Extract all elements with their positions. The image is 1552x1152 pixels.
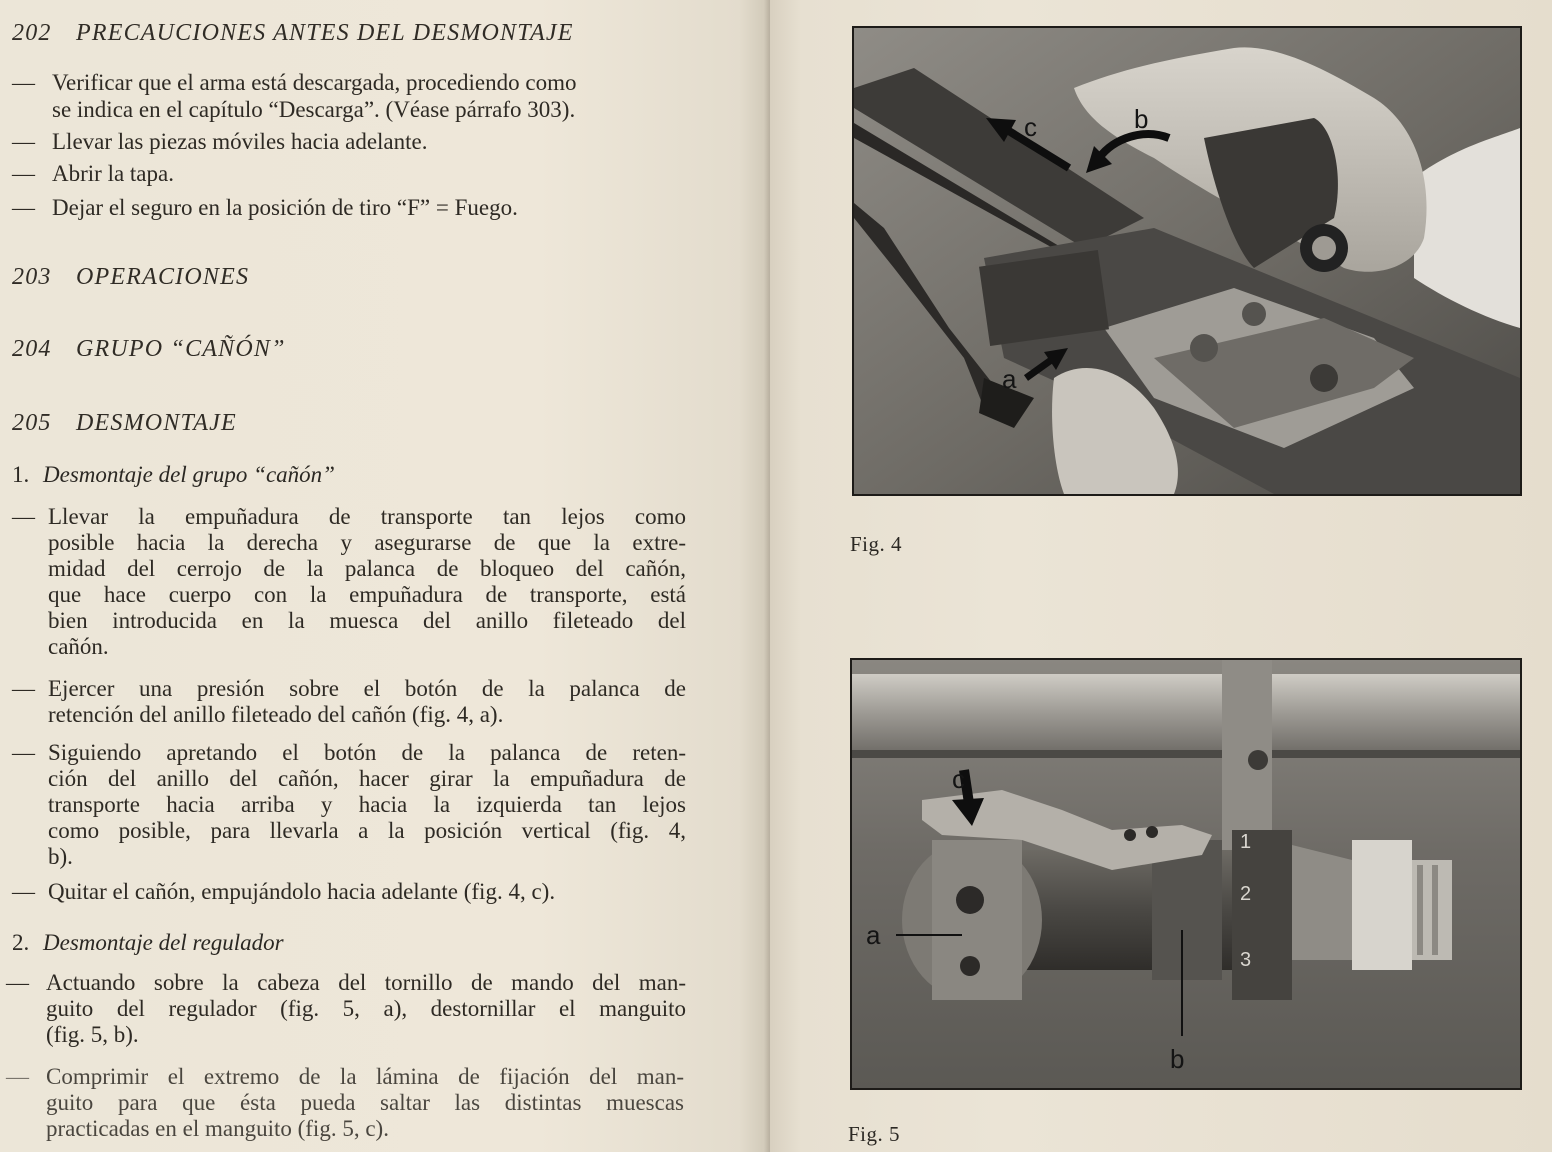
dash: — <box>12 161 35 186</box>
figure-4-caption: Fig. 4 <box>850 532 903 556</box>
section-title: DESMONTAJE <box>76 410 237 436</box>
dash: — <box>12 70 35 95</box>
list-item-line: Verificar que el arma está descargada, procediendo como <box>52 70 577 95</box>
list-item-line: transporte hacia arriba y hacia la izquierda tan lejos <box>48 792 686 817</box>
subsection-title: Desmontaje del regulador <box>43 930 284 955</box>
list-item-line: Dejar el seguro en la posición de tiro “F” = Fuego. <box>52 195 518 220</box>
right-page <box>770 0 1552 1152</box>
section-number: 202 <box>12 20 52 46</box>
section-title: OPERACIONES <box>76 264 250 290</box>
dash: — <box>12 129 35 154</box>
left-page <box>0 0 770 1152</box>
list-item-line: Actuando sobre la cabeza del tornillo de mando del man- <box>46 970 686 995</box>
list-item-line: Ejercer una presión sobre el botón de la palanca de <box>48 676 686 701</box>
section-number: 204 <box>12 336 52 362</box>
section-title: PRECAUCIONES ANTES DEL DESMONTAJE <box>76 20 574 46</box>
fig4-label-b: b <box>1134 104 1149 134</box>
subsection-number: 1. <box>12 462 30 487</box>
section-heading-202 <box>12 20 574 47</box>
dash: — <box>6 1064 29 1089</box>
list-item-line: Comprimir el extremo de la lámina de fijación del man- <box>46 1064 684 1089</box>
list-item-line: se indica en el capítulo “Descarga”. (Véase párrafo 303). <box>52 97 576 122</box>
scale-mark-3: 3 <box>1240 949 1252 971</box>
dash: — <box>12 676 35 701</box>
section-heading-204 <box>12 336 286 363</box>
list-item-line: que hace cuerpo con la empuñadura de transporte, está <box>48 582 686 607</box>
list-item-line: cañón. <box>48 634 109 659</box>
list-item-line: Quitar el cañón, empujándolo hacia adelante (fig. 4, c). <box>48 879 556 904</box>
fig5-label-c: c <box>952 764 965 794</box>
list-item-line: retención del anillo fileteado del cañón (fig. 4, a). <box>48 702 504 727</box>
list-item-line: b). <box>48 844 73 869</box>
list-item-line: ción del anillo del cañón, hacer girar la empuñadura de <box>48 766 686 791</box>
list-item-line: bien introducida en la muesca del anillo fileteado del <box>48 608 686 633</box>
section-number: 203 <box>12 264 52 290</box>
list-item-line: Llevar la empuñadura de transporte tan lejos como <box>48 504 686 529</box>
scale-mark-2: 2 <box>1240 883 1252 905</box>
list-item-line: como posible, para llevarla a la posición vertical (fig. 4, <box>48 818 686 843</box>
fig5-label-b: b <box>1170 1044 1185 1074</box>
dash: — <box>12 195 35 220</box>
list-item-line: Llevar las piezas móviles hacia adelante. <box>52 129 428 154</box>
subsection-title: Desmontaje del grupo “cañón” <box>43 462 335 487</box>
dash: — <box>12 504 35 529</box>
section-heading-205 <box>12 410 237 437</box>
list-item-line: practicadas en el manguito (fig. 5, c). <box>46 1116 389 1141</box>
list-item-line: guito del regulador (fig. 5, a), destornillar el manguito <box>46 996 686 1021</box>
dash: — <box>12 879 35 904</box>
list-item-line: guito para que ésta pueda saltar las distintas muescas <box>46 1090 684 1115</box>
fig4-label-c: c <box>1024 112 1037 142</box>
dash: — <box>6 970 29 995</box>
section-heading-203 <box>12 264 249 291</box>
list-item-line: posible hacia la derecha y asegurarse de que la extre- <box>48 530 686 555</box>
figure-4-illustration <box>854 28 1520 494</box>
dash: — <box>12 740 35 765</box>
scale-mark-1: 1 <box>1240 831 1252 853</box>
section-title: GRUPO “CAÑÓN” <box>76 336 286 362</box>
list-item-line: midad del cerrojo de la palanca de bloqueo del cañón, <box>48 556 686 581</box>
figure-4-photo <box>852 26 1522 496</box>
figure-5-illustration <box>852 660 1520 1088</box>
list-item-line: (fig. 5, b). <box>46 1022 139 1047</box>
subsection-heading-2 <box>12 930 284 956</box>
fig4-label-a: a <box>1002 364 1017 394</box>
figure-5-caption: Fig. 5 <box>848 1122 901 1146</box>
subsection-heading-1 <box>12 462 335 488</box>
subsection-number: 2. <box>12 930 30 955</box>
figure-5-photo <box>850 658 1522 1090</box>
section-number: 205 <box>12 410 52 436</box>
list-item-line: Siguiendo apretando el botón de la palanca de reten- <box>48 740 686 765</box>
list-item-line: Abrir la tapa. <box>52 161 174 186</box>
fig5-label-a: a <box>866 920 881 950</box>
